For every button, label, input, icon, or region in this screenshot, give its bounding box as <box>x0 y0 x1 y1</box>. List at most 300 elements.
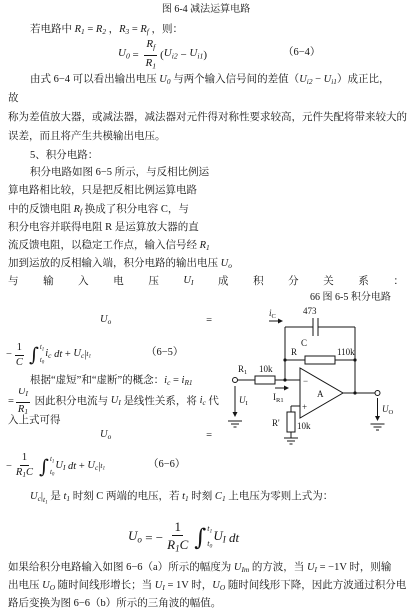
math-variable <box>111 394 121 410</box>
variable-symbol: t <box>86 348 89 358</box>
text-run: 时刻 C 两端的电压，若 <box>70 491 183 502</box>
text-run: 上电压为零则上式为： <box>225 491 334 502</box>
variable-subscript: c <box>202 398 206 408</box>
paragraph-line-justified <box>8 275 404 289</box>
text-run: 积 <box>253 276 264 287</box>
math-variable <box>118 46 130 63</box>
math-variable <box>140 24 148 35</box>
variable-symbol: dt <box>68 461 77 472</box>
capacitor-current-label: $i_C$ <box>269 308 276 320</box>
variable-subscript: 1 <box>41 347 45 353</box>
variable-subscript: 1 <box>209 528 213 535</box>
math-variable <box>189 46 203 63</box>
text-run: = <box>129 49 142 61</box>
variable-subscript: i1 <box>197 51 204 61</box>
text-run: 故 <box>8 93 19 104</box>
text-run: + <box>76 461 88 472</box>
variable-subscript: i2 <box>306 77 313 87</box>
text-run: 的方波，当 <box>249 562 307 573</box>
input-voltage-label: $U_I$ <box>239 395 248 407</box>
variable-subscript: c <box>94 463 99 473</box>
variable-subscript: 1 <box>22 470 27 480</box>
math-variable <box>212 580 225 591</box>
math-variable <box>164 46 178 63</box>
text-run: 入上式可得 <box>8 415 61 426</box>
variable-symbol: U <box>189 47 198 60</box>
variable-subscript: 1 <box>51 459 55 465</box>
initial-voltage-line <box>30 490 408 504</box>
text-run: 根据“虚短”和“虚断”的概念： <box>30 375 165 386</box>
math-variable <box>182 491 189 502</box>
variable-symbol: C <box>214 491 222 502</box>
paragraph-line <box>30 73 408 87</box>
math-variable <box>146 57 157 69</box>
text-run: = −1V 时，则输 <box>316 562 392 573</box>
integral-limits <box>207 524 212 552</box>
text-run: 66 图 6-5 积分电路 <box>310 292 391 303</box>
variable-symbol: R <box>73 204 81 215</box>
bias-resistor-value: 10k <box>297 421 311 431</box>
text-run: 流反馈电阻，以稳定工作点，输入信号经 <box>8 240 200 251</box>
text-run: 出电压 <box>8 580 43 591</box>
fraction <box>144 40 159 70</box>
formula-6-5-lhs <box>100 314 212 328</box>
fraction-numerator <box>16 388 30 403</box>
math-variable <box>40 343 44 351</box>
formula-final <box>128 519 298 557</box>
capacitor-label: C <box>301 338 308 348</box>
integral <box>194 524 212 552</box>
variable-subscript: o <box>137 534 142 545</box>
integral-limits <box>40 343 44 367</box>
math-variable <box>87 459 101 475</box>
variable-subscript: 2 <box>102 27 106 37</box>
fraction <box>16 388 30 416</box>
input-resistor-value: 10k <box>259 364 273 374</box>
variable-symbol: R <box>17 403 25 415</box>
text-run: 加到运放的反相输入端，积分电路的输出电压 <box>8 258 221 269</box>
variable-subscript: I <box>25 389 28 399</box>
variable-subscript: c <box>167 378 171 388</box>
math-variable <box>74 204 82 215</box>
text-run: 由式 6−4 可以看出输出电压 <box>30 74 160 85</box>
variable-symbol: U <box>17 388 26 398</box>
text-run: 换成了积分电容 C，与 <box>82 204 189 215</box>
text-run: − <box>155 530 164 545</box>
integral-upper-limit <box>50 455 54 466</box>
formula-6-6-lhs <box>100 429 212 443</box>
text-run: 算电路相比较，只是把反相比例运算电路 <box>8 185 197 196</box>
variable-symbol: dt <box>54 349 63 360</box>
text-run: 因此积分电流与 <box>32 396 111 407</box>
formula-6-4-number <box>283 46 343 60</box>
math-variable <box>100 429 111 443</box>
fraction <box>14 342 25 369</box>
text-run: 与两个输入信号间的差值（ <box>170 74 300 85</box>
text-run: 如果给积分电路输入如图 6−6（a）所示的幅度为 <box>8 562 234 573</box>
text-run: 5、积分电路： <box>30 150 99 161</box>
op-amp-label: A <box>317 389 324 399</box>
variable-symbol: t <box>182 491 185 502</box>
condition-line <box>30 23 408 37</box>
variable-symbol: R <box>199 240 207 251</box>
text-run: 积分电路如图 6−5 所示，与反相比例运 <box>30 167 210 178</box>
variable-subscript: 0 <box>166 77 171 87</box>
integral-lower-limit <box>207 539 212 552</box>
math-variable <box>75 24 85 35</box>
paragraph-line <box>8 130 408 144</box>
text-run: （6−5） <box>146 347 184 358</box>
variable-subscript: i1 <box>331 77 337 87</box>
math-variable <box>50 468 54 476</box>
variable-symbol: U <box>128 528 138 544</box>
text-run: + <box>62 349 74 360</box>
variable-symbol: U <box>306 562 315 573</box>
math-variable <box>180 537 189 552</box>
integral-upper-limit <box>40 343 44 354</box>
math-variable <box>50 455 54 463</box>
inverting-input-mark: − <box>303 376 309 386</box>
math-variable <box>26 467 33 478</box>
fraction-numerator <box>15 342 24 356</box>
text-run: = 1V 时， <box>164 580 213 591</box>
integral <box>29 343 44 367</box>
section-heading <box>30 149 230 163</box>
variable-symbol: R <box>145 56 153 69</box>
text-run: − <box>312 74 324 85</box>
variable-subscript: 1 <box>81 27 85 37</box>
integral <box>39 455 54 479</box>
variable-symbol: t <box>39 355 42 364</box>
text-run: 随时间线形下降，因此方波通过积分电 <box>225 580 407 591</box>
variable-symbol: U <box>163 47 172 60</box>
variable-symbol: U <box>299 74 307 85</box>
integral-lower-limit <box>50 468 54 479</box>
text-run: 图 6-4 减法运算电路 <box>161 4 251 15</box>
math-variable <box>159 74 170 85</box>
variable-subscript: I <box>62 463 66 473</box>
fraction-numerator <box>144 40 157 56</box>
text-run: ， <box>105 24 120 35</box>
fraction-denominator <box>144 56 159 71</box>
noninverting-input-mark: + <box>302 402 308 412</box>
text-run: | <box>40 491 43 502</box>
text-run: = <box>170 375 182 386</box>
input-resistor <box>233 376 301 384</box>
text-run: 压 <box>148 276 159 287</box>
variable-subscript: I <box>222 534 226 545</box>
math-variable <box>18 388 28 397</box>
variable-subscript: i2 <box>171 51 178 61</box>
text-run: 1 <box>21 452 28 464</box>
text-run: 入 <box>78 276 89 287</box>
variable-symbol: C <box>179 537 189 553</box>
math-variable <box>229 531 239 545</box>
variable-symbol: i <box>181 375 185 386</box>
variable-symbol: t <box>49 467 52 476</box>
text-run: | <box>84 349 87 360</box>
variable-symbol: R <box>15 467 23 479</box>
paragraph-line <box>30 166 230 180</box>
math-variable <box>146 40 155 50</box>
integration-capacitor <box>285 318 355 336</box>
text-run: 1 <box>16 341 23 353</box>
math-variable <box>183 275 193 289</box>
text-run: 系 <box>358 276 369 287</box>
text-run: 成 <box>218 276 229 287</box>
arrowhead <box>375 416 380 421</box>
arrowhead <box>233 412 238 417</box>
paragraph-line <box>8 579 408 593</box>
integral-lower-limit <box>40 356 44 367</box>
math-variable <box>18 404 28 415</box>
variable-subscript: O <box>49 583 56 593</box>
variable-symbol: t <box>42 495 46 504</box>
math-variable <box>155 580 165 591</box>
variable-subscript: I <box>162 583 165 593</box>
variable-subscript: 1 <box>88 353 92 360</box>
evaluation-subscript <box>86 347 91 364</box>
output-voltage-label: $U_O$ <box>382 404 394 416</box>
text-run: （6−6） <box>148 459 186 470</box>
variable-symbol: R <box>167 537 176 553</box>
variable-symbol: U <box>110 394 119 406</box>
fraction-numerator <box>172 519 183 536</box>
ground-symbol <box>284 438 298 444</box>
fraction-numerator <box>20 452 29 466</box>
text-run: = <box>206 315 212 326</box>
variable-symbol: t <box>207 539 210 549</box>
text-run: 积分电容并联得电阻 R 是运算放大器的直 <box>8 222 199 233</box>
math-variable <box>16 467 26 478</box>
variable-symbol: U <box>154 580 163 591</box>
junction-dot <box>283 358 286 361</box>
variable-symbol: U <box>220 258 229 269</box>
variable-symbol: U <box>73 347 81 359</box>
variable-subscript: 1 <box>66 494 71 504</box>
variable-subscript: o <box>228 261 232 271</box>
text-run: | <box>98 461 101 472</box>
paragraph-line <box>8 414 108 428</box>
integral-sign: ∫ <box>28 344 39 366</box>
output-wire <box>343 391 380 396</box>
variable-subscript: o <box>107 432 112 442</box>
variable-subscript: I <box>190 278 194 288</box>
fraction <box>14 452 35 481</box>
math-variable <box>324 74 337 85</box>
paragraph-line <box>8 561 408 575</box>
text-run: = <box>206 430 212 441</box>
integral-current-line <box>8 388 223 416</box>
variable-symbol: C <box>26 467 34 479</box>
fraction-denominator <box>14 466 35 481</box>
text-run: ) <box>203 49 208 61</box>
ground-symbol <box>371 424 385 430</box>
math-variable <box>16 357 23 368</box>
math-variable <box>182 375 193 386</box>
text-run: = <box>129 24 141 35</box>
integral-sign: ∫ <box>194 525 207 551</box>
text-run: ( <box>160 49 164 61</box>
variable-subscript: 0 <box>209 544 213 550</box>
figure-6-4-caption <box>0 3 412 17</box>
feedback-resistor <box>285 356 355 364</box>
variable-symbol: R <box>119 24 126 35</box>
math-variable <box>207 539 212 548</box>
formula-6-5 <box>6 338 146 372</box>
text-run: 时刻 <box>188 491 215 502</box>
variable-symbol: U <box>213 528 223 544</box>
variable-symbol: i <box>45 347 49 359</box>
text-run: 若电路中 <box>30 24 75 35</box>
variable-subscript: 1 <box>221 494 226 504</box>
capacitor-value: 473 <box>303 306 317 316</box>
variable-subscript: 1 <box>24 406 29 416</box>
variable-subscript: f <box>146 27 149 37</box>
variable-symbol: t <box>39 343 42 351</box>
variable-subscript: 1 <box>45 499 48 504</box>
math-variable <box>221 258 232 269</box>
math-variable <box>55 459 65 475</box>
math-variable <box>200 240 210 251</box>
variable-symbol: U <box>30 491 38 502</box>
evaluation-subscript <box>100 459 105 476</box>
variable-subscript: 1 <box>206 243 210 253</box>
variable-symbol: U <box>233 562 242 573</box>
variable-subscript: o <box>107 317 112 327</box>
variable-subscript: 1 <box>175 543 180 554</box>
arrowhead <box>278 319 283 324</box>
variable-subscript: f <box>153 42 156 52</box>
text-run: 误差，而且将产生共模输出电压。 <box>8 131 166 142</box>
feedback-resistor-label: R <box>291 347 298 357</box>
math-variable <box>215 491 226 502</box>
math-variable <box>299 74 312 85</box>
variable-symbol: t <box>207 524 210 533</box>
junction-dot <box>353 391 356 394</box>
text-run: 路后变换为图 6−6（b）所示的三角波的幅值。 <box>8 598 222 609</box>
text-run: 随时间线形增长；当 <box>55 580 155 591</box>
paragraph-line <box>8 239 226 253</box>
variable-subscript: 1 <box>102 465 106 472</box>
math-variable <box>213 529 225 547</box>
math-variable <box>73 347 87 363</box>
variable-subscript: 0 <box>125 51 130 61</box>
fraction-denominator <box>14 356 25 369</box>
fraction <box>165 519 190 557</box>
variable-subscript: c <box>37 494 41 504</box>
paragraph-line <box>8 597 408 611</box>
math-variable <box>128 529 142 547</box>
variable-symbol: U <box>55 459 63 471</box>
arrowhead <box>284 386 289 391</box>
variable-subscript: f <box>80 207 83 217</box>
math-variable <box>40 356 44 364</box>
text-run: ，则： <box>148 24 183 35</box>
text-run: 称为差值放大器，或减法器，减法器对元件得对称性要求较高，元件失配将带来较大的 <box>8 112 407 123</box>
paragraph-line <box>8 257 240 271</box>
math-variable <box>307 562 317 573</box>
variable-subscript: c <box>81 351 85 361</box>
variable-subscript: 0 <box>41 360 45 365</box>
math-variable <box>234 562 249 573</box>
text-run: 中的反馈电阻 <box>8 204 74 215</box>
variable-symbol: i <box>199 394 203 406</box>
text-run: ： <box>393 276 404 287</box>
text-run: 1 <box>174 519 181 535</box>
variable-symbol: U <box>42 580 50 591</box>
variable-subscript: I <box>118 398 121 408</box>
math-variable <box>96 24 106 35</box>
text-run: 关 <box>323 276 334 287</box>
variable-symbol: R <box>74 24 82 35</box>
variable-subscript: I <box>314 565 317 575</box>
paragraph-line <box>8 184 220 198</box>
variable-symbol: R <box>140 24 147 35</box>
ground-symbol <box>228 421 242 427</box>
fraction-denominator <box>165 536 190 557</box>
math-variable <box>100 314 111 328</box>
variable-symbol: U <box>212 580 220 591</box>
variable-symbol: U <box>183 275 191 286</box>
text-run: 代 <box>205 396 219 407</box>
variable-symbol: t <box>100 460 103 470</box>
text-run: （6−4） <box>283 47 321 58</box>
formula-6-6-number <box>148 458 208 472</box>
variable-subscript: 1 <box>152 60 157 70</box>
math-variable <box>167 537 180 552</box>
math-variable <box>42 580 55 591</box>
variable-subscript: O <box>219 583 226 593</box>
variable-symbol: t <box>49 455 52 463</box>
text-run: ）成正比， <box>336 74 390 85</box>
text-run: 是 <box>47 491 64 502</box>
text-run: − <box>6 349 12 360</box>
variable-symbol: t <box>63 491 67 502</box>
text-run: − <box>6 461 12 472</box>
math-variable <box>207 524 212 533</box>
text-run: − <box>177 49 190 61</box>
variable-subscript: 0 <box>51 472 55 477</box>
feedback-resistor-value: 110k <box>337 347 355 357</box>
paragraph-line <box>8 221 220 235</box>
junction-dot <box>353 358 356 361</box>
variable-symbol: R <box>146 40 154 51</box>
paragraph-line <box>8 92 408 106</box>
integral-sign: ∫ <box>39 456 49 478</box>
junction-dot <box>283 378 286 381</box>
variable-symbol: i <box>164 375 168 386</box>
variable-subscript: 1 <box>185 494 189 504</box>
math-variable <box>30 491 41 502</box>
variable-symbol: U <box>118 47 126 60</box>
paragraph-line <box>8 203 220 217</box>
variable-symbol: dt <box>228 530 240 545</box>
variable-subscript: Im <box>241 565 250 575</box>
variable-subscript: R1 <box>184 378 193 388</box>
input-current-label: $I_{R1}$ <box>273 392 284 404</box>
math-variable <box>119 24 129 35</box>
math-variable <box>100 461 105 470</box>
variable-subscript: 3 <box>125 27 130 37</box>
text-run: = <box>141 530 156 545</box>
variable-symbol: C <box>15 356 23 368</box>
text-run: 分 <box>288 276 299 287</box>
integrator-circuit-diagram <box>225 302 405 445</box>
variable-symbol: U <box>323 74 332 85</box>
formula-6-5-number <box>146 346 206 360</box>
text-run: = <box>84 24 96 35</box>
